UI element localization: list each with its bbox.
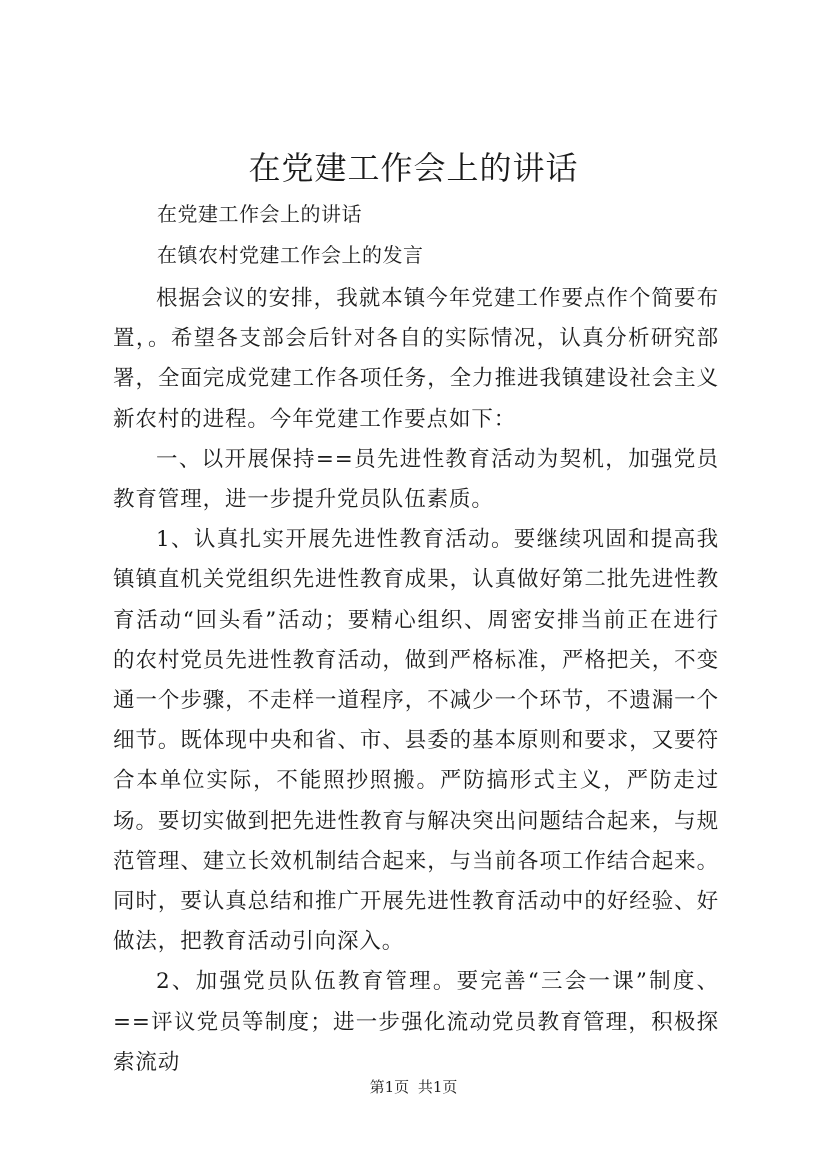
paragraph-intro: 根据会议的安排，我就本镇今年党建工作要点作个简要布置，。希望各支部会后针对各自的实际情况，认真分析研究部署，全面完成党建工作各项任务，全力推进我镇建设社会主义新农村的进程。今年党建工作要点如下： bbox=[113, 286, 719, 432]
document-title: 在党建工作会上的讲话 bbox=[248, 149, 579, 187]
document-subtitle: 在党建工作会上的讲话 bbox=[157, 202, 362, 226]
paragraph-item-two: 2、加强党员队伍教育管理。要完善“三会一课”制度、==评议党员等制度；进一步强化流动党员教育管理，积极探索流动 bbox=[113, 969, 719, 1075]
page-number: 第1页 bbox=[369, 1078, 410, 1096]
document-subtitle-secondary: 在镇农村党建工作会上的发言 bbox=[157, 243, 424, 267]
page-footer bbox=[0, 1077, 827, 1097]
paragraph-section-one: 一、以开展保持==员先进性教育活动为契机，加强党员教育管理，进一步提升党员队伍素质。 bbox=[113, 446, 719, 513]
paragraph-item-one: 1、认真扎实开展先进性教育活动。要继续巩固和提高我镇镇直机关党组织先进性教育成果，认真做好第二批先进性教育活动“回头看”活动；要精心组织、周密安排当前正在进行的农村党员先进性教育活动，做到严格标准，严格把关，不变通一个步骤，不走样一道程序，不减少一个环节，不遗漏一个细节。既体现中央和省、市、县委的基本原则和要求，又要符合本单位实际，不能照抄照搬。严防搞形式主义，严防走过场。要切实做到把先进性教育与解决突出问题结合起来，与规范管理、建立长效机制结合起来，与当前各项工作结合起来。同时，要认真总结和推广开展先进性教育活动中的好经验、好做法，把教育活动引向深入。 bbox=[113, 527, 719, 955]
page-total: 共1页 bbox=[417, 1078, 458, 1096]
document-body bbox=[113, 279, 719, 1083]
